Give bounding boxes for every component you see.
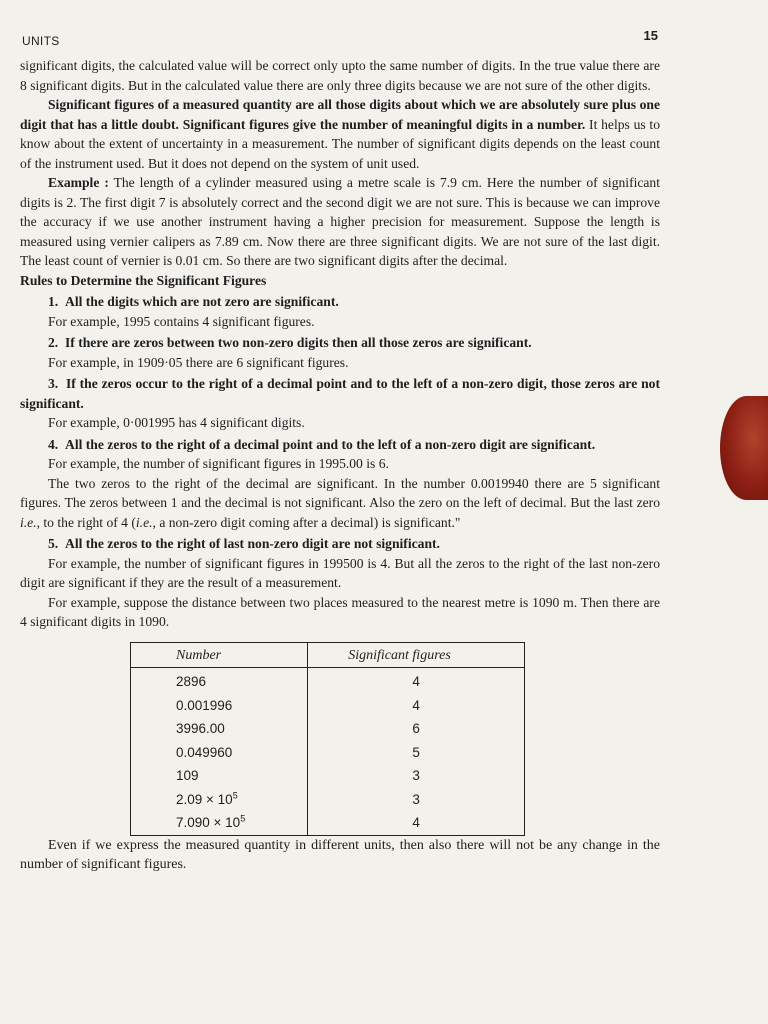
- column-header-number: Number: [131, 642, 308, 668]
- rule-example: For example, the number of significant figures in 199500 is 4. But all the zeros to the right of the last non-zero digit are significant if they are the result of a measurement.: [20, 555, 660, 590]
- page-number: 15: [643, 28, 658, 43]
- rules-heading: Rules to Determine the Significant Figures: [20, 272, 267, 288]
- number-cell: 109: [131, 764, 308, 788]
- significant-figures-table: [130, 642, 525, 836]
- number-cell: $7.090 \times 10^5$: [131, 811, 308, 835]
- number-cell: 0.001996: [131, 694, 308, 718]
- number-cell: 2896: [131, 668, 308, 694]
- table-row: [131, 694, 525, 718]
- rule-text: All the zeros to the right of last non-zero digit are not significant.: [65, 536, 440, 551]
- page-content: [20, 56, 660, 875]
- intro-paragraph: significant digits, the calculated value will be correct only upto the same number of digits. In the true value there are 8 significant digits. But in the calculated value there are only three digits because we are not sure of the other digits.: [20, 58, 660, 93]
- example-text: The length of a cylinder measured using a metre scale is 7.9 cm. Here the number of significant digits is 2. The first digit 7 is absolutely correct and the second digit we are not sure. This is because we can improve the accuracy if we use another instrument having a higher precision for measurement. Suppose the length is measured using vernier calipers as 7.89 cm. Now there are three significant digits. We are not sure of the last digit. The least count of vernier is 0.01 cm. So there are two significant digits after the decimal.: [20, 175, 661, 268]
- rule-example: For example, the number of significant figures in 1995.00 is 6.: [48, 456, 389, 471]
- example-label: Example :: [48, 175, 109, 190]
- rule-number: 5.: [48, 536, 59, 551]
- rule-text: All the zeros to the right of a decimal point and to the left of a non-zero digit are significant.: [65, 436, 596, 452]
- rule-2: [20, 333, 660, 372]
- rule-example: For example, in 1909·05 there are 6 significant figures.: [48, 354, 349, 370]
- table-row: [131, 717, 525, 741]
- rule-number: 2.: [48, 335, 59, 350]
- sig-figs-cell: 3: [412, 768, 420, 783]
- rule-number: 1.: [48, 294, 59, 309]
- definition-bold: Significant figures of a measured quantity are all those digits about which we are absolutely sure plus one digit that has a little doubt. Significant figures give the number of meaningful digits in a number.: [20, 97, 660, 132]
- chapter-header: UNITS: [22, 34, 60, 48]
- table-header-row: [131, 642, 525, 668]
- definition-rest: It helps us to know about the extent of uncertainty in a measurement. The number of significant digits depends on the least count of the instrument used. But it does not depend on the system of unit used.: [20, 116, 660, 171]
- rule-1: [20, 292, 660, 331]
- rule-3: [20, 374, 660, 433]
- sig-figs-cell: 4: [412, 815, 420, 830]
- sig-figs-cell: 4: [412, 697, 420, 713]
- rule-number: 3.: [48, 376, 59, 391]
- rule-text: If the zeros occur to the right of a decimal point and to the left of a non-zero digit, those zeros are not significant.: [20, 376, 660, 411]
- rule-example: For example, 0·001995 has 4 significant digits.: [48, 415, 305, 430]
- rule-4-note: The two zeros to the right of the decimal are significant. In the number 0.0019940 there are 5 significant figures. The zeros between 1 and the decimal is not significant. Also the zero on the left of decimal. But the last zero i.e., to the right of 4 (i.e., a non-zero digit coming after a decimal) is significant.": [20, 475, 660, 530]
- distance-example: For example, suppose the distance between two places measured to the nearest metre is 1090 m. Then there are 4 significant digits in 1090.: [20, 594, 660, 629]
- number-cell: $2.09 \times 10^5$: [131, 788, 308, 812]
- table-row: [131, 668, 525, 694]
- sig-figs-cell: 3: [412, 791, 420, 807]
- rule-example: For example, 1995 contains 4 significant figures.: [48, 313, 315, 329]
- number-cell: 3996.00: [131, 717, 308, 741]
- finger-shadow: [720, 396, 768, 500]
- closing-paragraph: Even if we express the measured quantity in different units, then also there will not be any change in the number of significant figures.: [20, 837, 660, 872]
- rule-number: 4.: [48, 436, 59, 452]
- example-paragraph: [20, 173, 660, 271]
- rule-text: If there are zeros between two non-zero digits then all those zeros are significant.: [65, 335, 532, 350]
- sig-figs-cell: 5: [412, 744, 420, 760]
- rule-5: [20, 534, 660, 593]
- table-row: [131, 788, 525, 812]
- sig-figs-cell: 6: [412, 721, 420, 736]
- rule-text: All the digits which are not zero are significant.: [65, 294, 339, 309]
- sig-figs-cell: 4: [412, 674, 420, 689]
- table-row: [131, 741, 525, 765]
- definition-paragraph: [20, 95, 660, 173]
- table-row: [131, 764, 525, 788]
- column-header-significant-figures: Significant figures: [308, 642, 525, 668]
- number-cell: 0.049960: [131, 741, 308, 765]
- table-row: [131, 811, 525, 835]
- rule-4: [20, 435, 660, 533]
